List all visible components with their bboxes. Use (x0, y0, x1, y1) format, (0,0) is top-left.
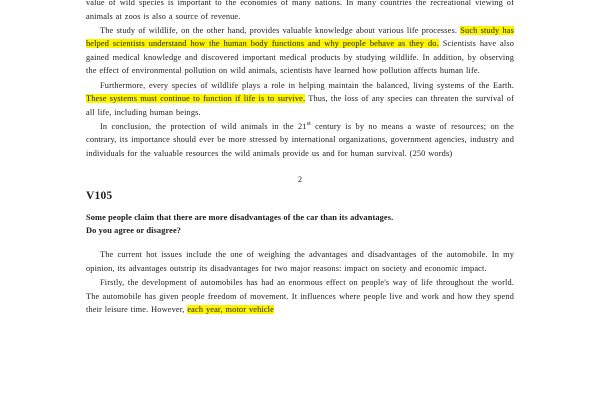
paragraph-study-of-wildlife (86, 24, 514, 78)
paragraph-clipped (86, 0, 514, 23)
text-run: Firstly, the development of automobiles has had an enormous effect on people's way of life throughout the world. The automobile has given people freedom of movement. It influences where people live and work and how they spend their leisure time. However, (86, 278, 514, 315)
text-run: Furthermore, every species of wildlife plays a role in helping maintain the balanced, living systems of the Earth. (100, 80, 514, 90)
paragraph-conclusion (86, 120, 514, 161)
text-run: recreational viewing of animals at zoos is also a source of revenue. (86, 0, 515, 21)
section-heading: V105 (86, 189, 113, 202)
highlight-human-body-functions: Such study has helped scientists understand how the human body functions and why people behave as they do. (86, 25, 514, 49)
highlight-systems-must-function: These systems must continue to function if life is to survive. (86, 94, 306, 104)
essay-prompt-line-1: Some people claim that there are more disadvantages of the car than its advantages. (86, 212, 394, 222)
highlight-each-year-motor-vehicle: each year, motor vehicle (187, 305, 274, 315)
spacer (86, 237, 514, 248)
ordinal-suffix: st (306, 121, 311, 128)
essay-prompt-line-2: Do you agree or disagree? (86, 226, 182, 236)
text-run: The study of wildlife, on the other hand, provides valuable knowledge about various life processes. (100, 25, 461, 35)
text-run: The current hot issues include the one of weighing the advantages and disadvantages of the automobile. In my opinion, its advantages outstrip its disadvantages for two major reasons: impact on society and economic impact. (86, 250, 514, 274)
text-run: century is by no means a waste of resources; on the contrary, its importance should ever be more stressed by international organizations, government agencies, industry and individuals for the valuable resources the wild animals provide us and for human survival. (250 words) (86, 121, 514, 159)
text-run: In conclusion, the protection of wild animals in the 21 (100, 121, 307, 131)
paragraph-current-hot-issues (86, 248, 514, 275)
text-run: Scientists have also gained medical knowledge and discovered important medical products by studying wildlife. In addition, by observing the effect of environmental pollution on wild animals, scientists have learned how pollution affects human life. (86, 39, 515, 76)
text-run: value of wild species is important to the economies of many nations. In many countries the (86, 0, 427, 7)
paragraph-firstly (86, 276, 514, 317)
paragraph-furthermore (86, 79, 514, 120)
page-number: 2 (298, 174, 302, 184)
text-run: Thus, the loss of any species can threaten the survival of all life, including human beings. (86, 94, 514, 117)
